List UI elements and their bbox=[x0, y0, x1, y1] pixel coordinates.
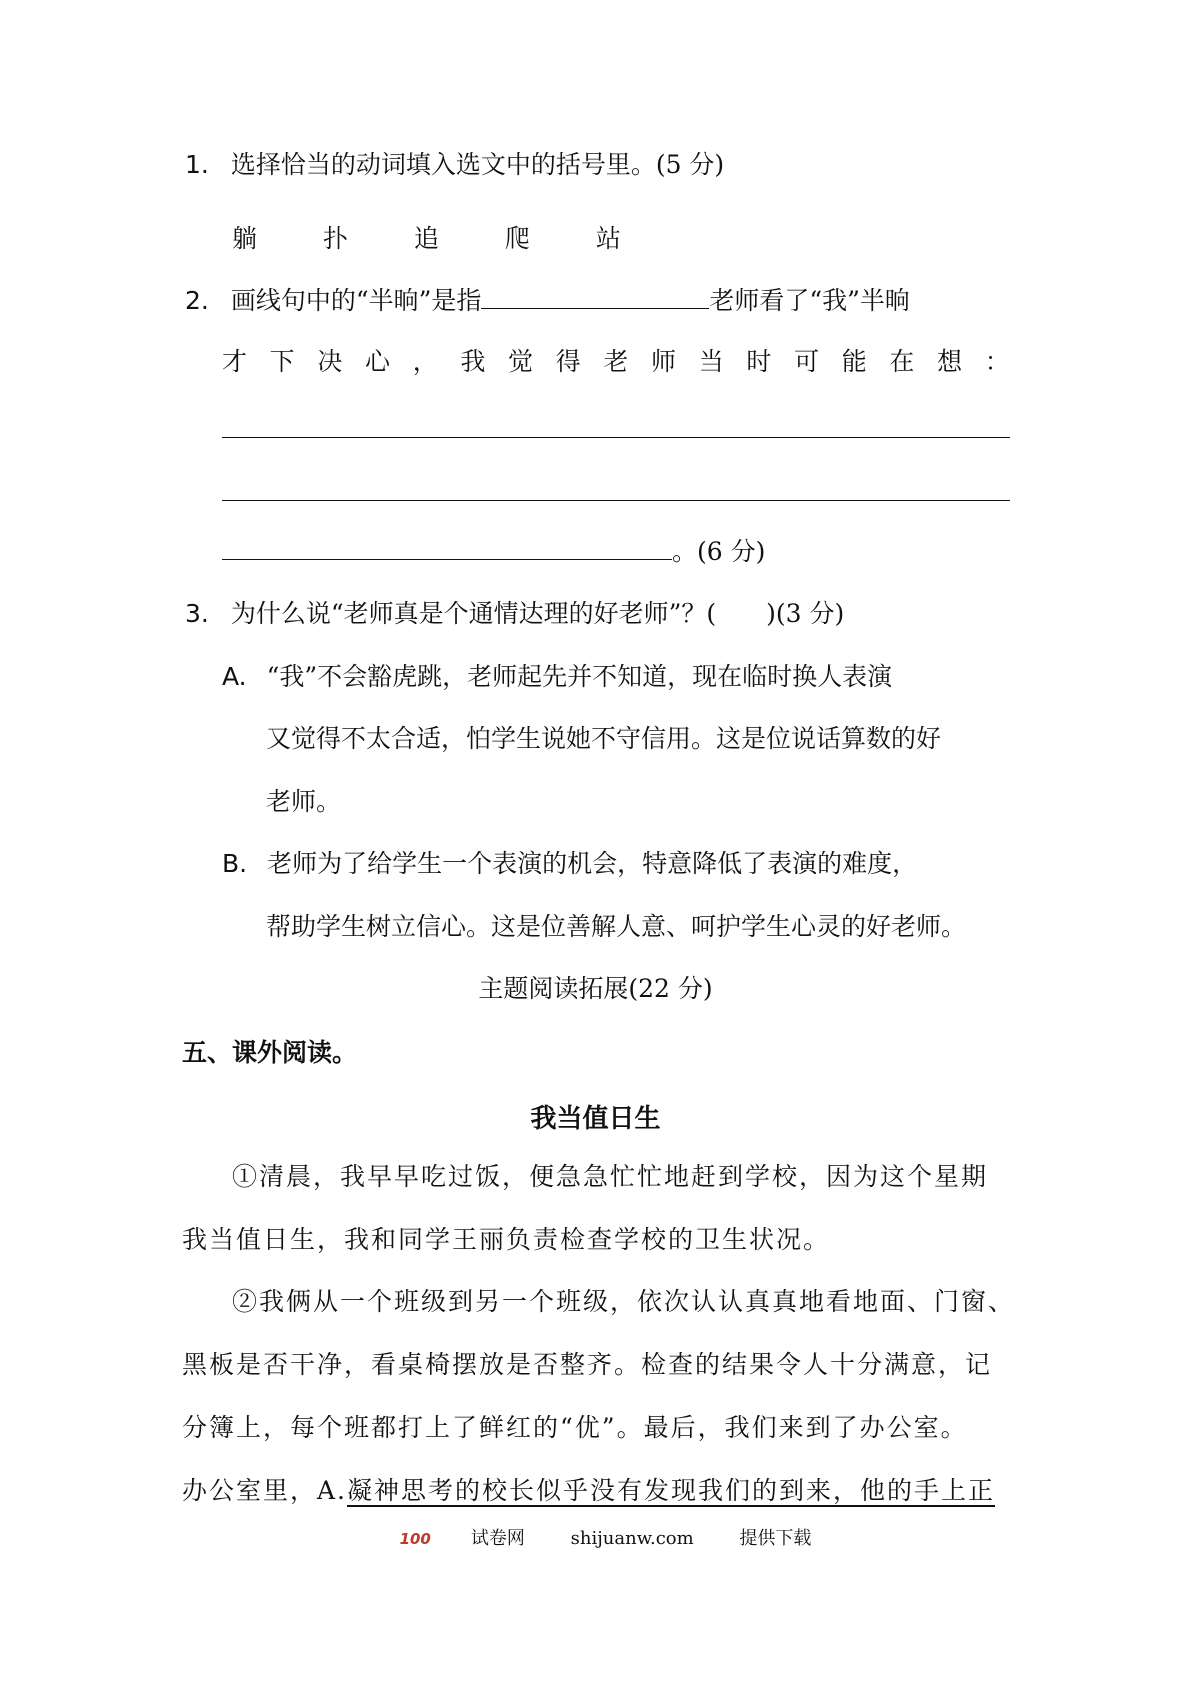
site-logo: 100 bbox=[399, 1530, 431, 1548]
answer-line[interactable] bbox=[222, 437, 1010, 438]
char: 决 bbox=[317, 347, 343, 376]
word-item: 扑 bbox=[322, 224, 348, 253]
question-number: 1. bbox=[185, 150, 209, 179]
option-label: A. bbox=[222, 662, 247, 691]
answer-blank[interactable] bbox=[222, 533, 672, 560]
question-text-suffix: 老师看了“我”半晌 bbox=[709, 286, 910, 315]
char: 我 bbox=[460, 347, 486, 376]
question-text: 为什么说“老师真是个通情达理的好老师”？( )(3 分) bbox=[230, 599, 845, 628]
option-b-line2: 帮助学生树立信心。这是位善解人意、呵护学生心灵的好老师。 bbox=[266, 912, 967, 941]
char: 觉 bbox=[508, 347, 534, 376]
site-name: 试卷网 bbox=[470, 1528, 525, 1549]
answer-line-end bbox=[222, 533, 765, 569]
option-a-line2: 又觉得不太合适，怕学生说她不守信用。这是位说话算数的好 bbox=[266, 724, 942, 753]
page-footer bbox=[0, 1527, 1191, 1551]
essay-p2-line2: 黑板是否干净，看桌椅摆放是否整齐。检查的结果令人十分满意，记 bbox=[182, 1350, 993, 1379]
answer-line[interactable] bbox=[222, 500, 1010, 501]
essay-text: 办公室里，A. bbox=[182, 1476, 348, 1505]
option-a-line3: 老师。 bbox=[266, 787, 342, 816]
char: ： bbox=[984, 347, 1010, 376]
essay-title: 我当值日生 bbox=[530, 1104, 661, 1134]
download-note: 提供下载 bbox=[739, 1528, 812, 1549]
char: 能 bbox=[841, 347, 867, 376]
char: 下 bbox=[269, 347, 295, 376]
essay-p1-line1: ①清晨，我早早吃过饭，便急急忙忙地赶到学校，因为这个星期 bbox=[232, 1162, 989, 1191]
char: 时 bbox=[746, 347, 772, 376]
question-text-prefix: 画线句中的“半晌”是指 bbox=[230, 286, 482, 315]
char: ， bbox=[412, 347, 438, 376]
char: 师 bbox=[651, 347, 677, 376]
word-item: 爬 bbox=[504, 224, 530, 253]
score-note: 。(6 分) bbox=[672, 537, 766, 566]
question-number: 2. bbox=[185, 286, 209, 315]
underlined-sentence: 凝神思考的校长似乎没有发现我们的到来，他的手上正 bbox=[347, 1476, 996, 1505]
char: 才 bbox=[222, 347, 248, 376]
option-label: B. bbox=[222, 849, 248, 878]
word-item: 站 bbox=[595, 224, 621, 253]
char: 老 bbox=[603, 347, 629, 376]
question-2 bbox=[185, 282, 910, 318]
section-extend-title: 主题阅读拓展(22 分) bbox=[478, 974, 713, 1003]
question-2-line2 bbox=[222, 345, 1010, 379]
word-bank bbox=[232, 222, 679, 256]
word-item: 追 bbox=[413, 224, 439, 253]
question-1 bbox=[185, 148, 724, 182]
char: 想 bbox=[937, 347, 963, 376]
essay-p1-line2: 我当值日生，我和同学王丽负责检查学校的卫生状况。 bbox=[182, 1225, 831, 1254]
question-number: 3. bbox=[185, 599, 209, 628]
char: 心 bbox=[365, 347, 391, 376]
question-text: 选择恰当的动词填入选文中的括号里。(5 分) bbox=[230, 150, 725, 179]
site-url[interactable]: shijuanw.com bbox=[570, 1528, 694, 1549]
char: 在 bbox=[889, 347, 915, 376]
option-text: “我”不会豁虎跳，老师起先并不知道，现在临时换人表演 bbox=[266, 662, 893, 691]
char: 当 bbox=[698, 347, 724, 376]
option-text: 老师为了给学生一个表演的机会，特意降低了表演的难度， bbox=[267, 849, 918, 878]
essay-p2-line4 bbox=[182, 1474, 995, 1508]
word-item: 躺 bbox=[232, 224, 258, 253]
essay-p2-line1: ②我俩从一个班级到另一个班级，依次认认真真地看地面、门窗、 bbox=[232, 1287, 1016, 1316]
answer-blank[interactable] bbox=[481, 282, 709, 309]
char: 可 bbox=[794, 347, 820, 376]
question-3 bbox=[185, 597, 844, 631]
option-b[interactable] bbox=[222, 847, 917, 881]
char: 得 bbox=[555, 347, 581, 376]
essay-p2-line3: 分簿上，每个班都打上了鲜红的“优”。最后，我们来到了办公室。 bbox=[182, 1413, 968, 1442]
section-five-title: 五、课外阅读。 bbox=[182, 1038, 358, 1067]
option-a[interactable] bbox=[222, 660, 892, 694]
